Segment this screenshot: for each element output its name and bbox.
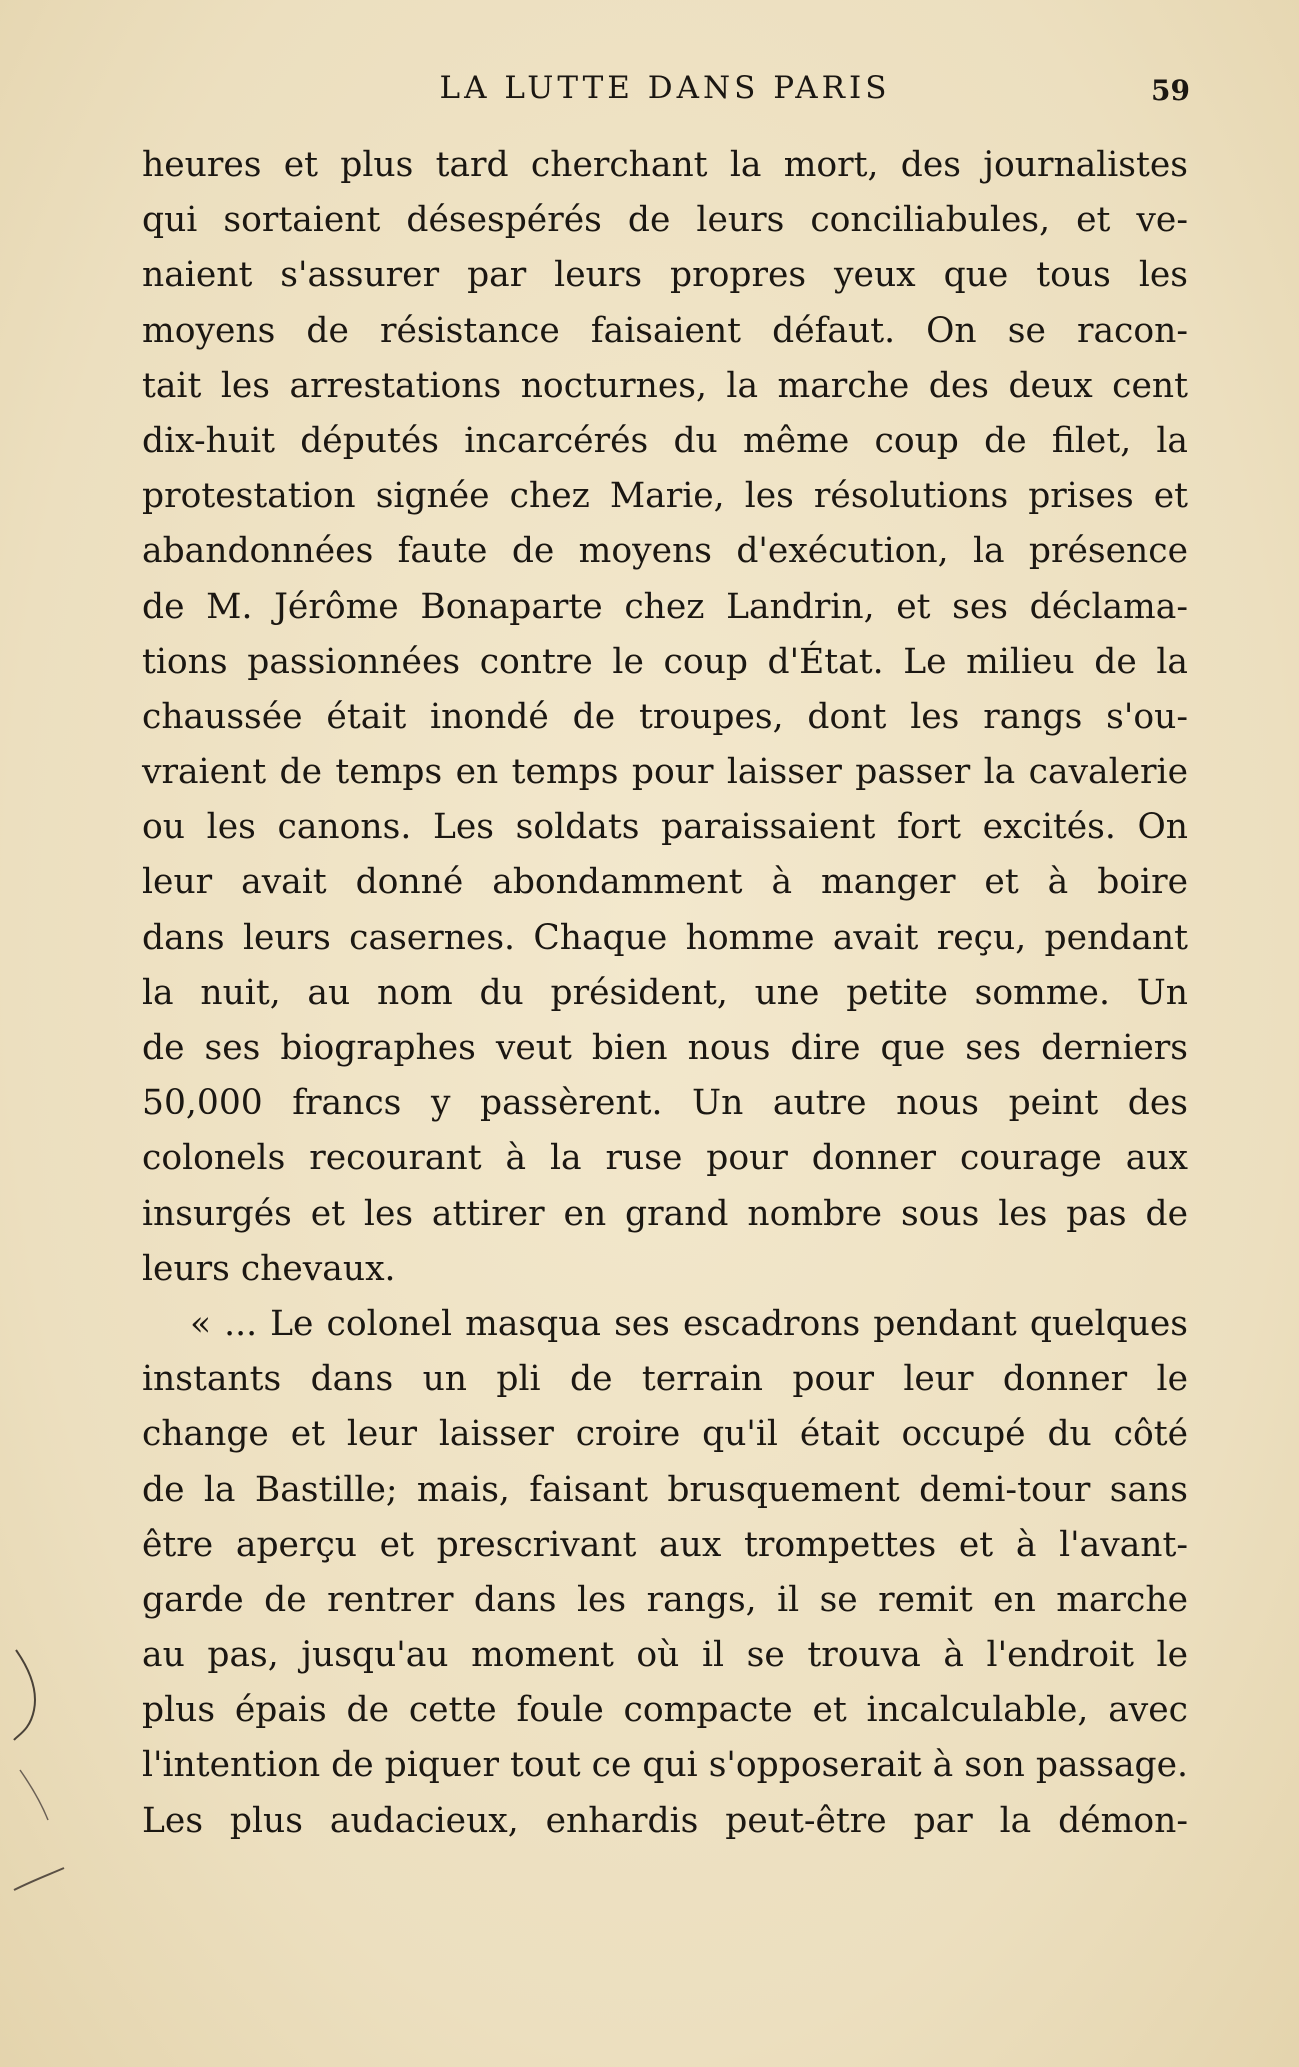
text-line: de la Bastille; mais, faisant brusquement demi-tour sans — [142, 1469, 1188, 1510]
text-line: dix-huit députés incarcérés du même coup de filet, la — [142, 420, 1188, 461]
text-line: de ses biographes veut bien nous dire que ses derniers — [142, 1028, 1188, 1068]
text-line: moyens de résistance faisaient défaut. On se racon- — [142, 310, 1188, 351]
text-line: Les plus audacieux, enhardis peut-être par la démon- — [142, 1800, 1188, 1841]
text-line: tait les arrestations nocturnes, la marche des deux cent — [142, 365, 1188, 406]
running-title: LA LUTTE DANS PARIS — [439, 70, 891, 106]
text-line: naient s'assurer par leurs propres yeux que tous les — [142, 255, 1188, 296]
text-line: abandonnées faute de moyens d'exécution, la présence — [142, 531, 1188, 572]
text-line: protestation signée chez Marie, les résolutions prises et — [142, 476, 1188, 517]
text-line: colonels recourant à la ruse pour donner courage aux — [142, 1138, 1188, 1179]
text-line: plus épais de cette foule compacte et incalculable, avec — [142, 1690, 1188, 1731]
text-line: leur avait donné abondamment à manger et à boire — [142, 862, 1188, 903]
body-text — [142, 138, 1188, 1849]
text-line: change et leur laisser croire qu'il était occupé du côté — [142, 1414, 1188, 1455]
page-number: 59 — [1151, 74, 1190, 107]
margin-pencil-mark — [8, 1640, 68, 1920]
text-line: qui sortaient désespérés de leurs conciliabules, et ve- — [142, 200, 1188, 241]
text-line: l'intention de piquer tout ce qui s'opposerait à son passage. — [142, 1745, 1188, 1786]
text-line: tions passionnées contre le coup d'État. Le milieu de la — [142, 641, 1188, 682]
text-line: instants dans un pli de terrain pour leur donner le — [142, 1359, 1188, 1400]
text-line: vraient de temps en temps pour laisser passer la cavalerie — [142, 752, 1188, 793]
text-line: de M. Jérôme Bonaparte chez Landrin, et ses déclama- — [142, 586, 1188, 627]
running-head — [140, 66, 1190, 116]
text-line: chaussée était inondé de troupes, dont les rangs s'ou- — [142, 696, 1188, 737]
text-line: leurs chevaux. — [142, 1248, 396, 1289]
paragraph-1 — [142, 138, 1188, 1297]
text-line: la nuit, au nom du président, une petite somme. Un — [142, 972, 1188, 1013]
text-line: insurgés et les attirer en grand nombre sous les pas de — [142, 1193, 1188, 1234]
text-line: garde de rentrer dans les rangs, il se remit en marche — [142, 1579, 1188, 1620]
text-line: 50,000 francs y passèrent. Un autre nous peint des — [142, 1083, 1188, 1124]
paragraph-2 — [142, 1297, 1188, 1849]
text-line: être aperçu et prescrivant aux trompettes et à l'avant- — [142, 1524, 1188, 1565]
text-line: heures et plus tard cherchant la mort, des journalistes — [142, 145, 1188, 185]
text-line: « ... Le colonel masqua ses escadrons pendant quelques — [190, 1303, 1188, 1344]
text-line: dans leurs casernes. Chaque homme avait reçu, pendant — [142, 917, 1188, 958]
text-line: au pas, jusqu'au moment où il se trouva à l'endroit le — [142, 1635, 1188, 1676]
text-line: ou les canons. Les soldats paraissaient fort excités. On — [142, 807, 1188, 848]
